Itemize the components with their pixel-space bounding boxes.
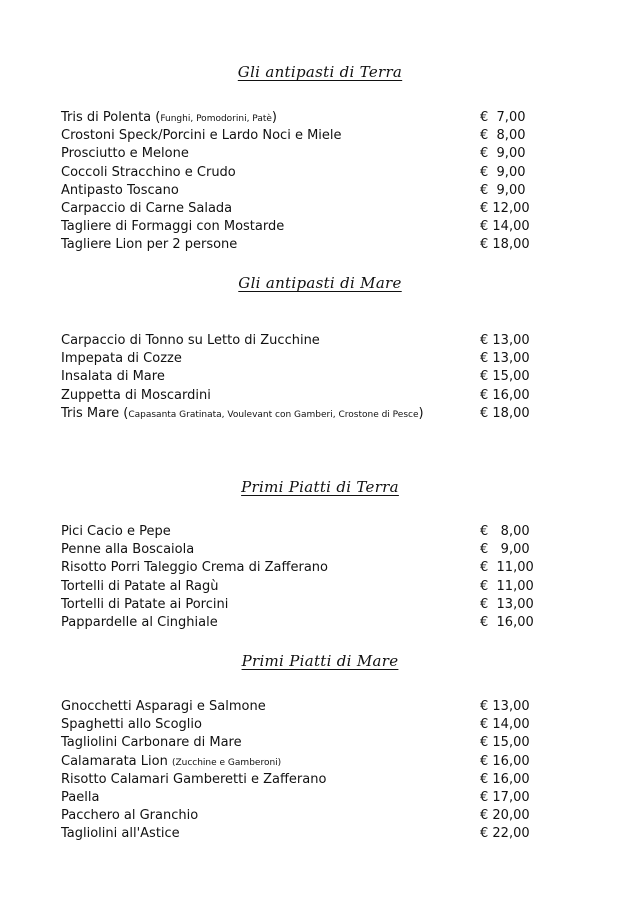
menu-item-name-text: Pici Cacio e Pepe <box>61 524 171 539</box>
menu-item-name <box>61 789 99 807</box>
menu-item <box>61 236 541 254</box>
menu-item-name-text: Tagliolini all'Astice <box>61 826 180 842</box>
menu-item <box>61 541 541 559</box>
menu-item-price: € 9,00 <box>480 164 526 180</box>
menu-item-name <box>61 614 218 632</box>
menu-item-name <box>61 698 266 716</box>
menu-item <box>61 771 541 789</box>
menu-item <box>61 145 541 163</box>
menu-item-price: € 15,00 <box>480 735 530 751</box>
menu-item <box>61 523 541 541</box>
menu-item-name-suffix: ) <box>418 405 424 421</box>
menu-item <box>61 332 541 350</box>
menu-item-name-text: Penne alla Boscaiola <box>61 542 195 558</box>
menu-item-price: € 13,00 <box>480 596 534 612</box>
menu-item-price: € 14,00 <box>480 717 530 733</box>
menu-item-name-text: Insalata di Mare <box>61 369 165 385</box>
menu-item-price: € 18,00 <box>480 237 530 253</box>
menu-item-name-text: Risotto Porri Taleggio Crema di Zafferano <box>61 560 328 576</box>
menu-item-name-text: Antipasto Toscano <box>61 182 179 198</box>
menu-item-name <box>61 145 189 163</box>
menu-item-name <box>61 350 182 368</box>
menu-item-price: € 8,00 <box>480 524 530 539</box>
menu-item <box>61 127 541 145</box>
menu-item-name-text: Coccoli Stracchino e Crudo <box>61 164 236 180</box>
menu-item-price: € 13,00 <box>480 333 530 348</box>
menu-item-price: € 20,00 <box>480 808 530 824</box>
menu-item-note: Funghi, Pomodorini, Patè <box>160 114 272 124</box>
menu-item-note: (Zucchine e Gamberoni) <box>171 757 282 768</box>
menu-item <box>61 734 541 752</box>
section-title-antipasti-mare: Gli antipasti di Mare <box>238 274 402 292</box>
menu-item <box>61 218 541 236</box>
menu-item-price: € 22,00 <box>480 826 530 842</box>
menu-item-name-text: Zuppetta di Moscardini <box>61 387 211 403</box>
menu-item-price: € 8,00 <box>480 128 526 144</box>
menu-item-name-text: Tris Mare ( <box>61 405 129 421</box>
menu-item-name <box>61 236 237 254</box>
menu-item <box>61 716 541 734</box>
menu-item-name-text: Tagliere Lion per 2 persone <box>61 237 238 253</box>
menu-item <box>61 596 541 614</box>
menu-item <box>61 825 541 843</box>
section-items-primi-mare <box>61 698 541 844</box>
menu-item-name <box>61 716 202 734</box>
menu-item-price: € 18,00 <box>480 405 530 421</box>
menu-item-name <box>61 182 179 200</box>
menu-item-name <box>61 332 320 350</box>
menu-item-name-text: Tagliere di Formaggi con Mostarde <box>61 219 285 235</box>
menu-item-name <box>61 109 277 128</box>
menu-item-price: € 17,00 <box>480 789 530 805</box>
menu-item <box>61 789 541 807</box>
menu-item-price: € 13,00 <box>480 351 530 367</box>
menu-item-name <box>61 405 424 424</box>
menu-item <box>61 807 541 825</box>
menu-item-name-text: Spaghetti allo Scoglio <box>61 717 202 733</box>
section-items-primi-terra <box>61 523 541 632</box>
menu-item-name <box>61 771 326 789</box>
menu-item <box>61 614 541 632</box>
menu-item-price: € 13,00 <box>480 699 530 714</box>
menu-item-name-text: Pacchero al Granchio <box>61 808 199 824</box>
menu-item-name-text: Prosciutto e Melone <box>61 146 189 162</box>
section-items-antipasti-mare <box>61 332 541 423</box>
menu-item-name <box>61 218 284 236</box>
menu-item-name-text: Tagliolini Carbonare di Mare <box>61 735 242 751</box>
menu-item <box>61 200 541 218</box>
menu-item <box>61 405 541 423</box>
menu-item <box>61 387 541 405</box>
menu-item-name-text: Tortelli di Patate ai Porcini <box>61 596 229 612</box>
menu-item-name <box>61 541 194 559</box>
menu-item <box>61 164 541 182</box>
menu-item-price: € 11,00 <box>480 560 534 576</box>
menu-item-name-text: Gnocchetti Asparagi e Salmone <box>61 699 266 714</box>
menu-item <box>61 753 541 771</box>
menu-item <box>61 182 541 200</box>
menu-item-name <box>61 596 228 614</box>
section-title-antipasti-terra: Gli antipasti di Terra <box>237 63 403 81</box>
menu-item-name-suffix: ) <box>271 110 277 125</box>
menu-item-price: € 9,00 <box>480 542 530 558</box>
menu-item-price: € 11,00 <box>480 578 534 594</box>
menu-item-name <box>61 164 236 182</box>
menu-item <box>61 350 541 368</box>
menu-item-name-text: Impepata di Cozze <box>61 351 182 367</box>
menu-item-note: Capasanta Gratinata, Voulevant con Gamberi, Crostone di Pesce <box>128 409 419 420</box>
menu-item-name <box>61 578 219 596</box>
menu-item-name <box>61 825 180 843</box>
menu-item-name <box>61 523 171 541</box>
menu-item-name <box>61 559 328 577</box>
menu-item-price: € 14,00 <box>480 219 530 235</box>
menu-item-name-text: Risotto Calamari Gamberetti e Zafferano <box>61 771 327 787</box>
menu-item-name-text: Calamarata Lion <box>61 753 172 769</box>
section-title-primi-terra: Primi Piatti di Terra <box>241 478 399 496</box>
menu-item-price: € 9,00 <box>480 146 526 162</box>
menu-item <box>61 368 541 386</box>
menu-item-name <box>61 127 342 145</box>
menu-item-name <box>61 807 198 825</box>
menu-item-price: € 15,00 <box>480 369 530 385</box>
menu-item-name <box>61 734 242 752</box>
menu-item <box>61 698 541 716</box>
menu-item-price: € 16,00 <box>480 614 534 630</box>
menu-item-price: € 7,00 <box>480 110 526 125</box>
menu-item-name <box>61 753 281 772</box>
menu-item-name <box>61 200 232 218</box>
section-title-primi-mare: Primi Piatti di Mare <box>241 652 399 670</box>
section-items-antipasti-terra <box>61 109 541 255</box>
menu-item-price: € 16,00 <box>480 771 530 787</box>
menu-item-name-text: Tortelli di Patate al Ragù <box>61 578 219 594</box>
menu-item-name <box>61 387 211 405</box>
menu-item-name-text: Carpaccio di Tonno su Letto di Zucchine <box>61 333 320 348</box>
menu-item-price: € 9,00 <box>480 182 526 198</box>
menu-item-name-text: Tris di Polenta ( <box>61 110 161 125</box>
menu-item-name-text: Carpaccio di Carne Salada <box>61 200 233 216</box>
menu-item-price: € 16,00 <box>480 387 530 403</box>
menu-item-price: € 12,00 <box>480 200 530 216</box>
menu-item-name-text: Pappardelle al Cinghiale <box>61 614 218 630</box>
menu-item-name-text: Crostoni Speck/Porcini e Lardo Noci e Miele <box>61 128 342 144</box>
menu-item <box>61 109 541 127</box>
menu-item-name <box>61 368 165 386</box>
menu-item <box>61 559 541 577</box>
menu-item-price: € 16,00 <box>480 753 530 769</box>
menu-item <box>61 578 541 596</box>
menu-item-name-text: Paella <box>61 789 100 805</box>
